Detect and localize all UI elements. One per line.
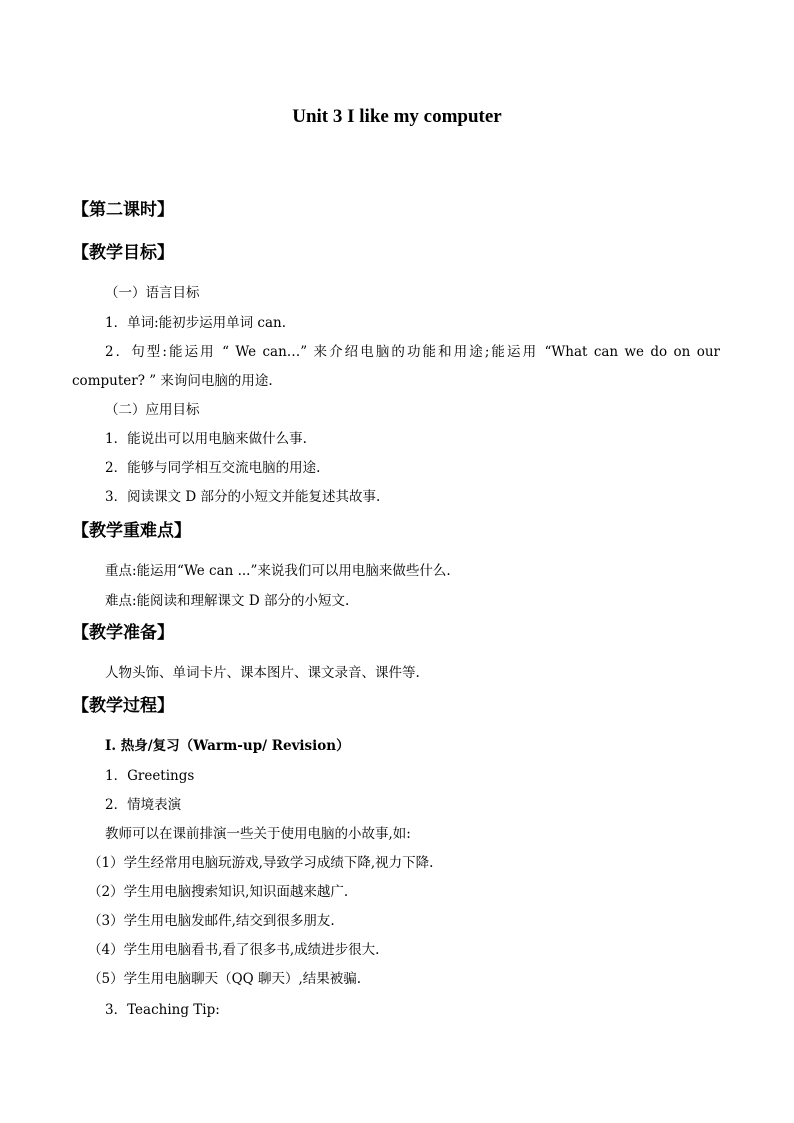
process-step-1-heading: I. 热身/复习（Warm-up/ Revision） — [105, 738, 350, 754]
example-2: （2）学生用电脑搜索知识,知识面越来越广. — [88, 884, 349, 900]
example-4: （4）学生用电脑看书,看了很多书,成绩进步很大. — [88, 942, 380, 958]
example-5: （5）学生用电脑聊天（QQ 聊天）,结果被骗. — [88, 971, 362, 987]
example-3: （3）学生用电脑发邮件,结交到很多朋友. — [88, 913, 335, 929]
key-point-1: 重点:能运用“We can ...”来说我们可以用电脑来做些什么. — [105, 563, 451, 579]
section-heading-process: 【教学过程】 — [72, 696, 174, 716]
goal-line-2b: computer? ” 来询问电脑的用途. — [72, 373, 273, 389]
example-1: （1）学生经常用电脑玩游戏,导致学习成绩下降,视力下降. — [88, 855, 434, 871]
process-item-4: 3．Teaching Tip: — [105, 1002, 220, 1018]
process-item-2: 2．情境表演 — [105, 797, 182, 813]
section-heading-key-points: 【教学重难点】 — [72, 521, 191, 541]
section-heading-prep: 【教学准备】 — [72, 623, 174, 643]
goal-line-1: 1．单词:能初步运用单词 can. — [105, 315, 287, 331]
section-heading-goals: 【教学目标】 — [72, 243, 174, 263]
apply-line-1: 1．能说出可以用电脑来做什么事. — [105, 431, 307, 447]
process-item-3: 教师可以在课前排演一些关于使用电脑的小故事,如: — [105, 826, 411, 842]
subheading-language-goals: （一）语言目标 — [105, 285, 200, 301]
apply-line-3: 3．阅读课文 D 部分的小短文并能复述其故事. — [105, 489, 381, 505]
page-title: Unit 3 I like my computer — [292, 106, 502, 127]
apply-line-2: 2．能够与同学相互交流电脑的用途. — [105, 460, 321, 476]
key-point-2: 难点:能阅读和理解课文 D 部分的小短文. — [105, 593, 350, 609]
goal-line-2a: 2．句型:能运用 “ We can…” 来介绍电脑的功能和用途;能运用 “What can we do on our — [105, 344, 720, 360]
lesson-label: 【第二课时】 — [72, 200, 174, 220]
process-item-1: 1．Greetings — [105, 768, 195, 784]
prep-line-1: 人物头饰、单词卡片、课本图片、课文录音、课件等. — [105, 665, 420, 681]
subheading-application-goals: （二）应用目标 — [105, 402, 200, 418]
